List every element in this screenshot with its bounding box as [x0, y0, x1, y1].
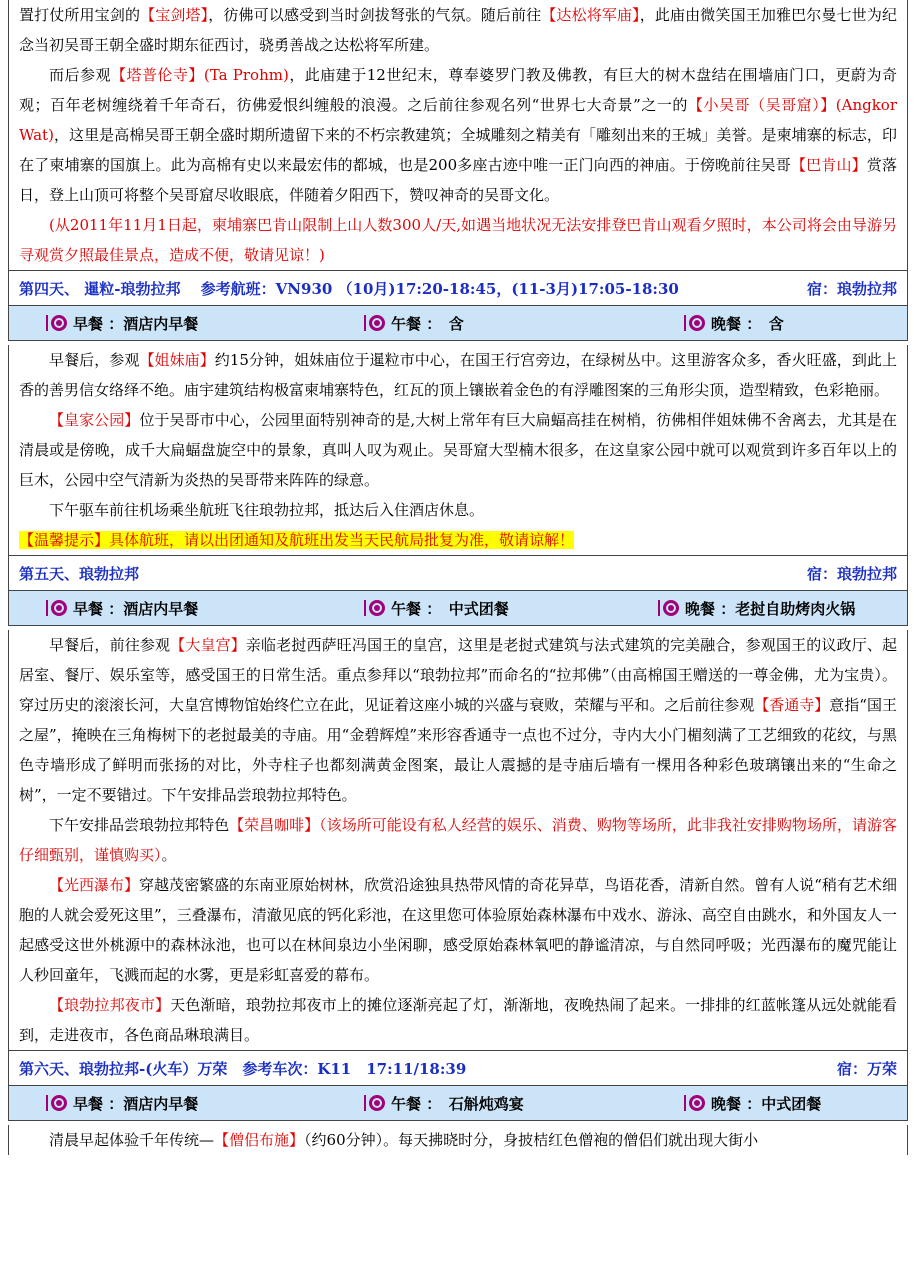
- day4-dinner: 晚餐 ： 含: [683, 312, 784, 334]
- day4-meals: [8, 305, 908, 341]
- day5-stay: 宿：琅勃拉邦: [806, 564, 897, 583]
- day6-dinner: 晚餐 ：中式团餐: [683, 1092, 821, 1114]
- dining-icon: [683, 1092, 707, 1114]
- day5-body: [8, 630, 908, 1050]
- day6-paragraph-1: 清晨早起体验千年传统—【僧侣布施】（约60分钟）。每天拂晓时分，身披桔红色僧袍的僧侣们就出现大街小: [49, 1131, 759, 1149]
- dining-icon: [363, 312, 387, 334]
- day6-breakfast: 早餐 ：酒店内早餐: [45, 1092, 363, 1114]
- day6-title: 第六天、琅勃拉邦-(火车）万荣 参考车次：K11 17:11/18:39: [19, 1059, 467, 1078]
- day4-paragraph-1: 早餐后，参观【姐妹庙】约15分钟，姐妹庙位于暹粒市中心，在国王行宫旁边，在绿树丛中。这里游客众多，香火旺盛，到此上香的善男信女络绎不绝。庙宇建筑结构极富柬埔寨特色，红瓦的顶上镶嵌着金色的有浮雕图案的三角形尖顶，造型精致，色彩艳丽。: [19, 351, 897, 399]
- dining-icon: [363, 1092, 387, 1114]
- day4-lunch: 午餐 ： 含: [363, 312, 683, 334]
- day5-dinner: 晚餐 ：老挝自助烤肉火锅: [657, 597, 855, 619]
- intro-paragraph-2: 而后参观【塔普伦寺】(Ta Prohm)，此庙建于12世纪末，尊奉婆罗门教及佛教，有巨大的树木盘结在围墙庙门口，更蔚为奇观；百年老树缠绕着千年奇石，彷佛爱恨纠缠般的浪漫。之后前往参观名列“世界七大奇景”之一的【小吴哥（吴哥窟）】(Angkor Wat)，这里是高棉吴哥王朝全盛时期所遗留下来的不朽宗教建筑；全城雕刻之精美有「雕刻出来的王城」美誉。是柬埔寨的标志，印在了柬埔寨的国旗上。此为高棉有史以来最宏伟的都城，也是200多座古迹中唯一正门向西的神庙。于傍晚前往吴哥【巴肯山】赏落日，登上山顶可将整个吴哥窟尽收眼底，伴随着夕阳西下，赞叹神奇的吴哥文化。: [19, 66, 897, 204]
- dining-icon: [45, 1092, 69, 1114]
- day5-paragraph-2: 下午安排品尝琅勃拉邦特色【荣昌咖啡】（该场所可能设有私人经营的娱乐、消费、购物等场所，此非我社安排购物场所，请游客仔细甄别，谨慎购买）。: [19, 816, 897, 864]
- day4-breakfast: 早餐 ：酒店内早餐: [45, 312, 363, 334]
- day5-meals: [8, 590, 908, 626]
- day5-paragraph-1: 早餐后，前往参观【大皇宫】亲临老挝西萨旺冯国王的皇宫，这里是老挝式建筑与法式建筑的完美融合，参观国王的议政厅、起居室、餐厅、娱乐室等，感受国王的日常生活。重点参拜以“琅勃拉邦”而命名的“拉邦佛”（由高棉国王赠送的一尊金佛，尤为宝贵）。穿过历史的滚滚长河，大皇宫博物馆始终伫立在此，见证着这座小城的兴盛与衰败，荣耀与平和。之后前往参观【香通寺】意指“国王之屋”，掩映在三角梅树下的老挝最美的寺庙。用“金碧辉煌”来形容香通寺一点也不过分，寺内大小门楣刻满了工艺细致的花纹，与黑色寺墙形成了鲜明而张扬的对比，外寺柱子也都刻满黄金图案，最让人震撼的是寺庙后墙有一棵用各种彩色玻璃镶出来的“生命之树”，一定不要错过。下午安排品尝琅勃拉邦特色。: [19, 636, 898, 804]
- dining-icon: [657, 597, 681, 619]
- day5-header: [8, 555, 908, 590]
- day5-breakfast: 早餐 ：酒店内早餐: [45, 597, 363, 619]
- day6-header: [8, 1050, 908, 1085]
- day4-stay: 宿：琅勃拉邦: [806, 279, 897, 298]
- dining-icon: [45, 597, 69, 619]
- dining-icon: [363, 597, 387, 619]
- intro-paragraph-1: 置打仗所用宝剑的【宝剑塔】，彷佛可以感受到当时剑拔弩张的气氛。随后前往【达松将军庙】，此庙由微笑国王加雅巴尔曼七世为纪念当初吴哥王朝全盛时期东征西讨，骁勇善战之达松将军所建。: [19, 6, 897, 54]
- dining-icon: [45, 312, 69, 334]
- bakheng-notice: (从2011年11月1日起，柬埔寨巴肯山限制上山人数300人/天,如遇当地状况无法安排登巴肯山观看夕照时，本公司将会由导游另寻观赏夕照最佳景点，造成不便，敬请见谅！): [19, 216, 897, 264]
- day6-body: [8, 1125, 908, 1155]
- intro-block: [8, 0, 908, 270]
- day6-stay: 宿：万荣: [836, 1059, 897, 1078]
- day4-paragraph-2: 【皇家公园】位于吴哥市中心，公园里面特别神奇的是,大树上常年有巨大扁蝠高挂在树梢，彷佛相伴姐妹佛不舍离去，尤其是在清晨或是傍晚，成千大扁蝠盘旋空中的景象，真叫人叹为观止。吴哥窟大型楠木很多，在这皇家公园中就可以观赏到许多百年以上的巨木，公园中空气清新为炎热的吴哥带来阵阵的绿意。: [19, 411, 897, 489]
- day6-meals: [8, 1085, 908, 1121]
- day5-title: 第五天、琅勃拉邦: [19, 564, 140, 583]
- day5-lunch: 午餐 ： 中式团餐: [363, 597, 657, 619]
- dining-icon: [683, 312, 707, 334]
- day4-flight-notice: 【温馨提示】具体航班，请以出团通知及航班出发当天民航局批复为准，敬请谅解！: [19, 531, 575, 549]
- day5-paragraph-3: 【光西瀑布】穿越茂密繁盛的东南亚原始树林，欣赏沿途独具热带风情的奇花异草，鸟语花香，清新自然。曾有人说“稍有艺术细胞的人就会爱死这里”，三叠瀑布，清澈见底的钙化彩池，在这里您可体验原始森林瀑布中戏水、游泳、高空自由跳水，和外国友人一起感受这世外桃源中的森林泳池，也可以在林间泉边小坐闲聊，感受原始森林氧吧的静谧清凉，与自然同呼吸；光西瀑布的魔咒能让人秒回童年，飞溅而起的水雾，更是彩虹喜爱的幕布。: [19, 876, 897, 984]
- day4-paragraph-3: 下午驱车前往机场乘坐航班飞往琅勃拉邦，抵达后入住酒店休息。: [49, 501, 485, 519]
- day4-header: [8, 270, 908, 305]
- day5-paragraph-4: 【琅勃拉邦夜市】天色渐暗，琅勃拉邦夜市上的摊位逐渐亮起了灯，渐渐地，夜晚热闹了起来。一排排的红蓝帐篷从远处就能看到，走进夜市，各色商品琳琅满目。: [19, 996, 897, 1044]
- day4-body: [8, 345, 908, 555]
- day4-title: 第四天、 暹粒-琅勃拉邦 参考航班：VN930 （10月)17:20-18:45，(11-3月)17:05-18:30: [19, 279, 679, 298]
- day6-lunch: 午餐 ： 石斛炖鸡宴: [363, 1092, 683, 1114]
